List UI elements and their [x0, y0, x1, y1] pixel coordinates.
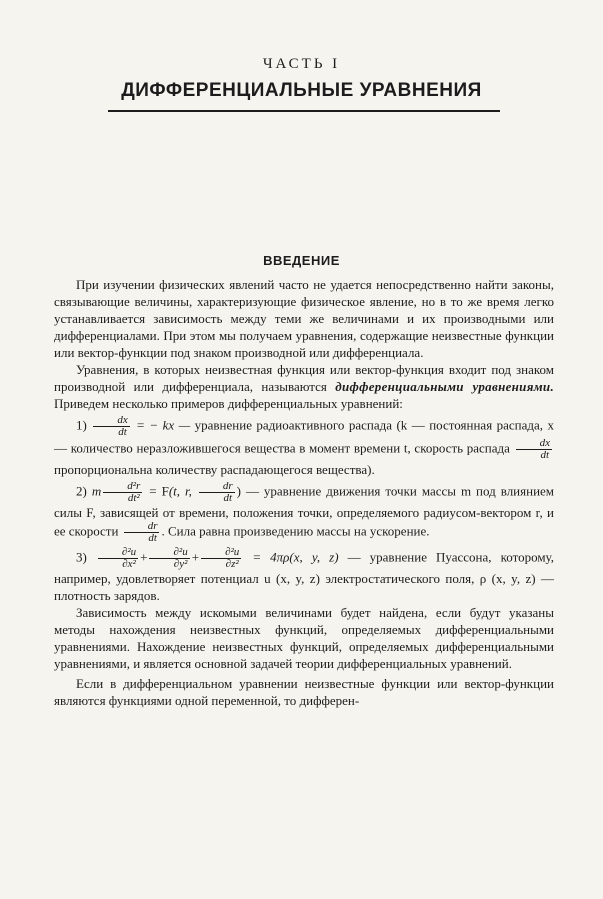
fraction-d2u-dx2: $\frac{\text{∂²u}}{\text{∂x²}}$ [98, 547, 138, 570]
section-title: ВВЕДЕНИЕ [263, 253, 340, 268]
part-heading: ЧАСТЬ I [262, 56, 341, 72]
example-2 [54, 481, 554, 544]
fraction-dr-dt: $\frac{dr}{dt}$ [199, 481, 235, 504]
paragraph-2-after: Приведем несколько примеров дифференциальных уравнений: [54, 396, 403, 411]
fraction-dr-dt-2: $\frac{dr}{dt}$ [124, 521, 160, 544]
example-3-number: 3) [76, 549, 87, 565]
title-rule [108, 110, 500, 112]
example-2-equals: = F [144, 483, 169, 499]
fraction-d2r-dt2: $\frac{\text{d²r}}{\text{dt²}}$ [103, 481, 142, 504]
fraction-d2u-dy2: $\frac{\text{∂²u}}{\text{∂y²}}$ [149, 547, 189, 570]
chapter-title: ДИФФЕРЕНЦИАЛЬНЫЕ УРАВНЕНИЯ [121, 80, 482, 101]
paragraph-2 [54, 361, 554, 412]
example-3 [54, 547, 554, 604]
example-2-text-end: . Сила равна произведению массы на ускорение. [161, 523, 430, 539]
example-1-equation: = − kx — [131, 417, 195, 433]
example-1-number: 1) [76, 417, 87, 433]
example-3-text: — уравнение Пуассона, которому, например, удовлетворяет потенциал u (x, y, z) электростатического поля, ρ (x, y, z) — плотность зарядов. [54, 549, 555, 603]
paragraph-3: Зависимость между искомыми величинами будет найдена, если будут указаны методы нахождения неизвестных функций, определяемых дифференциальными уравнениями. Нахождение неизвестных функций, определяемых дифференциальными уравнениями, и является основной задачей теории дифференциальных уравнений. [54, 605, 554, 671]
example-2-number: 2) [76, 483, 87, 499]
paragraph-4: Если в дифференциальном уравнении неизвестные функции или вектор-функции являются функциями одной переменной, то дифферен- [54, 676, 554, 708]
paragraph-2-before: Уравнения, в которых неизвестная функция или вектор-функция входит под знаком производной или дифференциала, называются [54, 362, 554, 394]
example-1 [54, 415, 554, 478]
example-2-mass: m [91, 483, 102, 499]
body-text [54, 276, 554, 709]
paragraph-2-term: дифференциальными уравнениями. [335, 379, 554, 394]
example-1-text: уравнение радиоактивного распада (k — постоянная распада, x — количество неразложившегося вещества в момент времени t, скорость распада [54, 417, 555, 456]
example-1-text-end: пропорциональна количеству распадающегося вещества). [54, 462, 375, 477]
plus-sign-2: + [191, 549, 200, 565]
fraction-d2u-dz2: $\frac{\text{∂²u}}{\text{∂z²}}$ [201, 547, 241, 570]
plus-sign-1: + [140, 549, 148, 565]
example-2-args: (t, r, [168, 483, 197, 499]
fraction-dx-dt: $\frac{dx}{dt}$ [93, 415, 129, 438]
fraction-dx-dt-2: $\frac{dx}{dt}$ [516, 438, 552, 461]
example-3-rhs: = 4πρ(x, y, z) [243, 549, 339, 565]
example-2-args-end: ) [236, 483, 241, 499]
example-2-text: — уравнение движения точки массы m под влиянием силы F, зависящей от времени, положения точки, определяемого радиусом-вектором r, и ее скорости [54, 483, 555, 539]
paragraph-1: При изучении физических явлений часто не удается непосредственно найти законы, связывающие величины, характеризующие физическое явление, но в то же время легко устанавливается зависимость между теми же величинами и их производными или дифференциалами. При этом мы получаем уравнения, содержащие неизвестные функции или вектор-функции под знаком производной или дифференциала. [54, 277, 554, 360]
